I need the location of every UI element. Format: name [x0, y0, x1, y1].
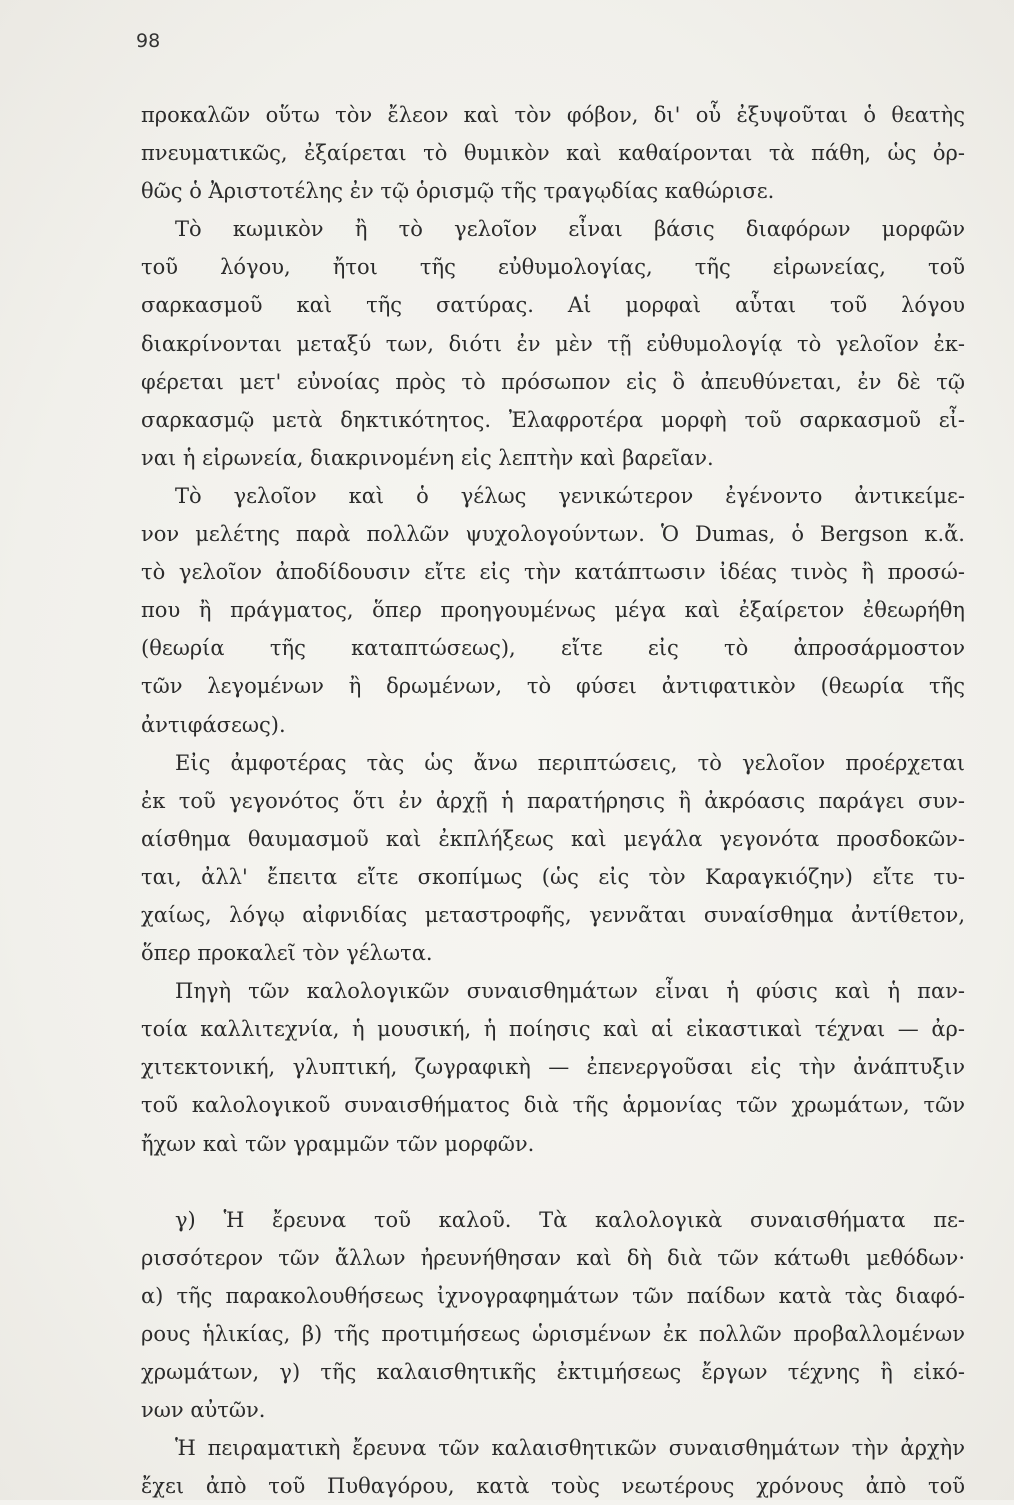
text-line: διακρίνονται μεταξύ των, διότι ἐν μὲν τῇ εὐθυμολογίᾳ τὸ γελοῖον ἐκ- [141, 331, 965, 356]
text-line: Τὸ γελοῖον καὶ ὁ γέλως γενικώτερον ἐγένοντο ἀντικείμε- [175, 483, 965, 508]
text-line: Ἡ πειραματικὴ ἔρευνα τῶν καλαισθητικῶν συναισθημάτων τὴν ἀρχὴν [175, 1436, 965, 1461]
text-line: Πηγὴ τῶν καλολογικῶν συναισθημάτων εἶναι ἡ φύσις καὶ ἡ παν- [175, 979, 965, 1004]
text-line: ἐκ τοῦ γεγονότος ὅτι ἐν ἀρχῇ ἡ παρατήρησις ἢ ἀκρόασις παράγει συν- [141, 788, 965, 813]
body-text [141, 96, 965, 1505]
text-line: γ) Ἡ ἔρευνα τοῦ καλοῦ. Τὰ καλολογικὰ συναισθήματα πε- [175, 1207, 965, 1232]
text-line: ὅπερ προκαλεῖ τὸν γέλωτα. [141, 941, 433, 966]
text-line: φέρεται μετ' εὐνοίας πρὸς τὸ πρόσωπον εἰς ὃ ἀπευθύνεται, ἐν δὲ τῷ [141, 369, 965, 394]
text-line: προκαλῶν οὕτω τὸν ἔλεον καὶ τὸν φόβον, δι' οὗ ἐξυψοῦται ὁ θεατὴς [141, 103, 965, 127]
text-line: Εἰς ἀμφοτέρας τὰς ὡς ἄνω περιπτώσεις, τὸ γελοῖον προέρχεται [175, 750, 965, 775]
text-line: χαίως, λόγῳ αἰφνιδίας μεταστροφῆς, γεννᾶται συναίσθημα ἀντίθετον, [141, 902, 965, 927]
text-line: χρωμάτων, γ) τῆς καλαισθητικῆς ἐκτιμήσεως ἔργων τέχνης ἢ εἰκό- [141, 1360, 965, 1384]
text-line: ρους ἡλικίας, β) τῆς προτιμήσεως ὡρισμένων ἐκ πολλῶν προβαλλομένων [141, 1321, 965, 1346]
text-line: χιτεκτονική, γλυπτική, ζωγραφικὴ — ἐπενεργοῦσαι εἰς τὴν ἀνάπτυξιν [141, 1055, 965, 1080]
paragraph-gap [141, 1163, 965, 1201]
text-line: τοῦ λόγου, ἤτοι τῆς εὐθυμολογίας, τῆς εἰρωνείας, τοῦ [141, 255, 965, 280]
text-line: ρισσότερον τῶν ἄλλων ἠρευνήθησαν καὶ δὴ διὰ τῶν κάτωθι μεθόδων· [141, 1245, 965, 1270]
text-line: ἀντιφάσεως). [141, 712, 286, 737]
text-line: Τὸ κωμικὸν ἢ τὸ γελοῖον εἶναι βάσις διαφόρων μορφῶν [175, 217, 965, 242]
text-line: πνευματικῶς, ἐξαίρεται τὸ θυμικὸν καὶ καθαίρονται τὰ πάθη, ὡς ὀρ- [141, 141, 965, 166]
text-line: που ἢ πράγματος, ὅπερ προηγουμένως μέγα καὶ ἐξαίρετον ἐθεωρήθη [141, 598, 965, 623]
text-line: ναι ἡ εἰρωνεία, διακρινομένη εἰς λεπτὴν καὶ βαρεῖαν. [141, 445, 714, 470]
text-line: τῶν λεγομένων ἢ δρωμένων, τὸ φύσει ἀντιφατικὸν (θεωρία τῆς [141, 674, 965, 699]
text-line: τὸ γελοῖον ἀποδίδουσιν εἴτε εἰς τὴν κατάπτωσιν ἰδέας τινὸς ἢ προσώ- [141, 560, 965, 585]
text-line: αίσθημα θαυμασμοῦ καὶ ἐκπλήξεως καὶ μεγάλα γεγονότα προσδοκῶν- [141, 826, 965, 851]
text-line: νον μελέτης παρὰ πολλῶν ψυχολογούντων. Ὁ Dumas, ὁ Bergson κ.ἄ. [141, 522, 965, 547]
page-number: 98 [136, 30, 161, 52]
text-line: (θεωρία τῆς καταπτώσεως), εἴτε εἰς τὸ ἀπροσάρμοστον [141, 636, 965, 661]
text-line: ται, ἀλλ' ἔπειτα εἴτε σκοπίμως (ὡς εἰς τὸν Καραγκιόζην) εἴτε τυ- [141, 864, 965, 889]
text-line: θῶς ὁ Ἀριστοτέλης ἐν τῷ ὁρισμῷ τῆς τραγῳδίας καθώρισε. [141, 179, 775, 204]
text-line: τοῦ καλολογικοῦ συναισθήματος διὰ τῆς ἁρμονίας τῶν χρωμάτων, τῶν [141, 1093, 965, 1118]
text-line: τοία καλλιτεχνία, ἡ μουσική, ἡ ποίησις καὶ αἱ εἰκαστικαὶ τέχναι — ἀρ- [141, 1017, 965, 1042]
text-line: σαρκασμῷ μετὰ δηκτικότητος. Ἐλαφροτέρα μορφὴ τοῦ σαρκασμοῦ εἶ- [141, 407, 965, 432]
text-line: σαρκασμοῦ καὶ τῆς σατύρας. Αἱ μορφαὶ αὗται τοῦ λόγου [141, 293, 965, 318]
text-line: νων αὐτῶν. [141, 1398, 266, 1423]
text-line: ἤχων καὶ τῶν γραμμῶν τῶν μορφῶν. [141, 1131, 535, 1156]
text-line: α) τῆς παρακολουθήσεως ἰχνογραφημάτων τῶν παίδων κατὰ τὰς διαφό- [141, 1283, 965, 1308]
text-line: ἔχει ἀπὸ τοῦ Πυθαγόρου, κατὰ τοὺς νεωτέρους χρόνους ἀπὸ τοῦ [141, 1474, 965, 1499]
